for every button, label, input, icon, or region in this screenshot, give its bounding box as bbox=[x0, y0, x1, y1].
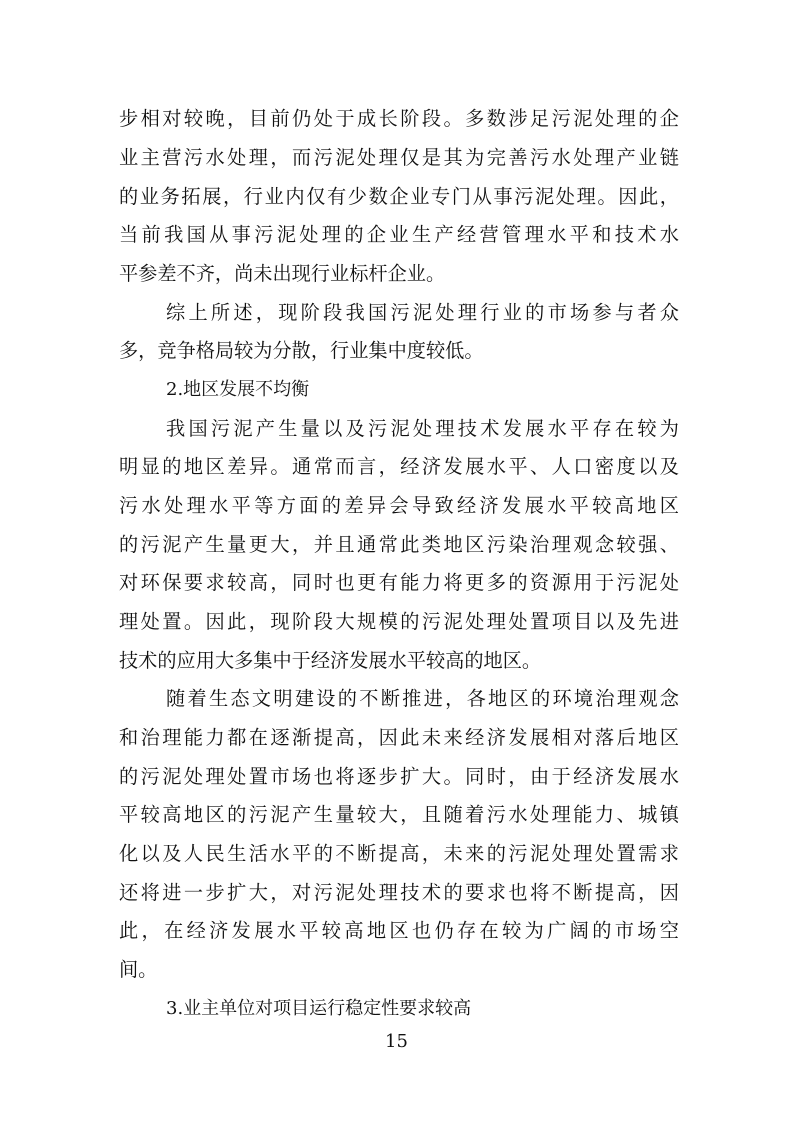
paragraph-line: 业主营污水处理，而污泥处理仅是其为完善污水处理产业链 bbox=[119, 146, 679, 169]
section-heading: 2.地区发展不均衡 bbox=[166, 379, 310, 400]
section-heading: 3.业主单位对项目运行稳定性要求较高 bbox=[166, 998, 472, 1019]
paragraph-line: 当前我国从事污泥处理的企业生产经营管理水平和技术水 bbox=[119, 223, 679, 246]
paragraph-line: 多，竞争格局较为分散，行业集中度较低。 bbox=[119, 339, 484, 362]
paragraph-line: 化以及人民生活水平的不断提高，未来的污泥处理处置需求 bbox=[119, 842, 679, 865]
page-number: 15 bbox=[385, 1031, 408, 1052]
paragraph-line: 和治理能力都在逐渐提高，因此未来经济发展相对落后地区 bbox=[119, 726, 679, 749]
paragraph-line: 还将进一步扩大，对污泥处理技术的要求也将不断提高，因 bbox=[119, 881, 679, 904]
paragraph-line: 理处置。因此，现阶段大规模的污泥处理处置项目以及先进 bbox=[119, 610, 679, 633]
paragraph-line: 我国污泥产生量以及污泥处理技术发展水平存在较为 bbox=[166, 417, 679, 440]
paragraph-line: 平参差不齐，尚未出现行业标杆企业。 bbox=[119, 262, 446, 285]
paragraph-line: 的污泥产生量更大，并且通常此类地区污染治理观念较强、 bbox=[119, 533, 679, 556]
paragraph-line: 间。 bbox=[119, 958, 158, 981]
paragraph-line: 污水处理水平等方面的差异会导致经济发展水平较高地区 bbox=[119, 494, 679, 517]
paragraph-line: 的业务拓展，行业内仅有少数企业专门从事污泥处理。因此， bbox=[119, 185, 679, 208]
paragraph-line: 技术的应用大多集中于经济发展水平较高的地区。 bbox=[119, 649, 542, 672]
paragraph-line: 此，在经济发展水平较高地区也仍存在较为广阔的市场空 bbox=[119, 919, 679, 942]
paragraph-line: 的污泥处理处置市场也将逐步扩大。同时，由于经济发展水 bbox=[119, 765, 679, 788]
paragraph-line: 步相对较晚，目前仍处于成长阶段。多数涉足污泥处理的企 bbox=[119, 107, 679, 130]
paragraph-line: 对环保要求较高，同时也更有能力将更多的资源用于污泥处 bbox=[119, 571, 679, 594]
paragraph-line: 综上所述，现阶段我国污泥处理行业的市场参与者众 bbox=[166, 301, 679, 324]
paragraph-line: 明显的地区差异。通常而言，经济发展水平、人口密度以及 bbox=[119, 455, 679, 478]
paragraph-line: 随着生态文明建设的不断推进，各地区的环境治理观念 bbox=[166, 687, 679, 710]
paragraph-line: 平较高地区的污泥产生量较大，且随着污水处理能力、城镇 bbox=[119, 803, 679, 826]
